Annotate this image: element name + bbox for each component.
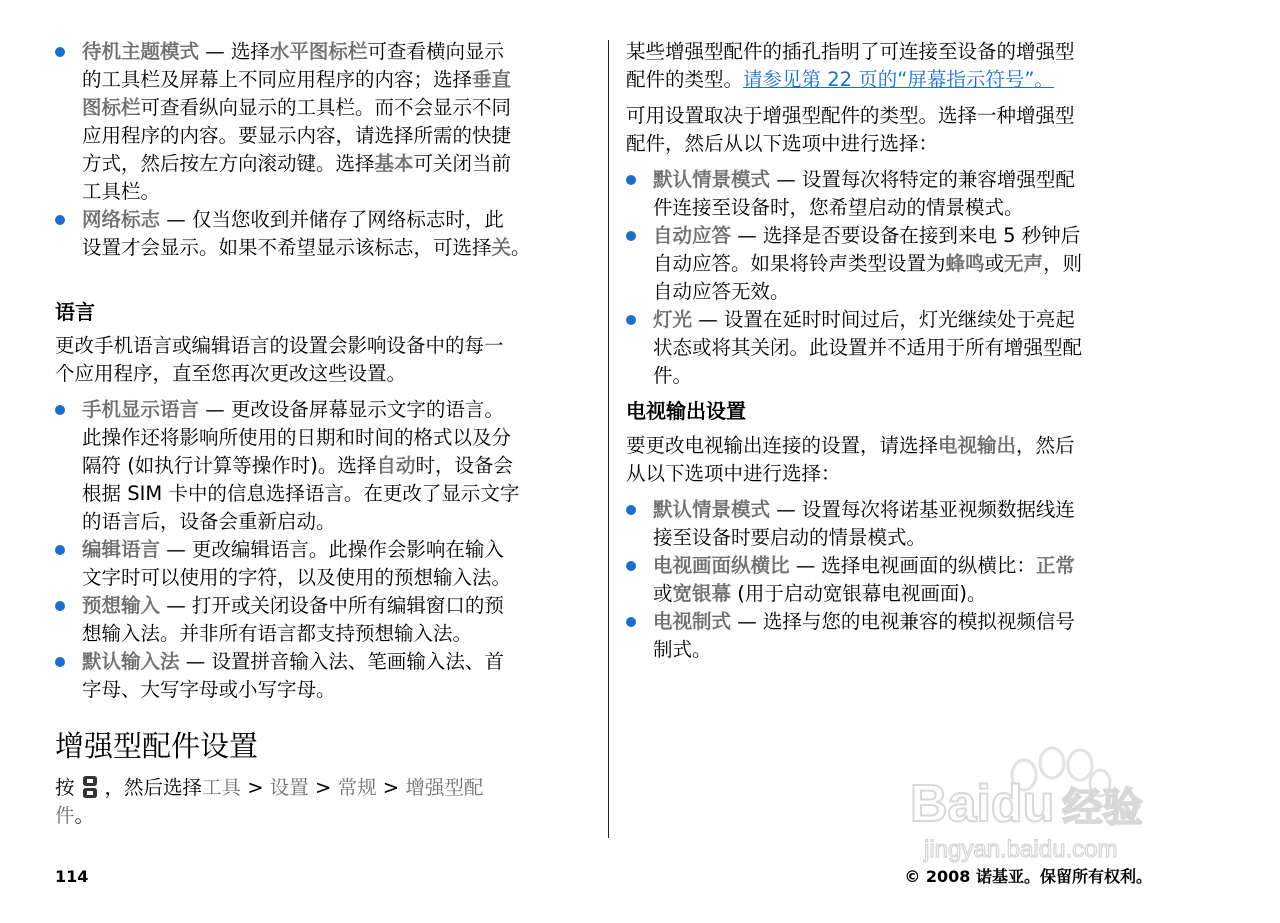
cross-reference-link[interactable]: 请参见第 22 页的“屏幕指示符号”。 (743, 68, 1054, 91)
bullet-dot-icon (626, 315, 636, 325)
watermark-url: jingyan.baidu.com (924, 836, 1118, 863)
bullet-dot-icon (626, 505, 636, 515)
menu-path-settings: 设置 (269, 776, 309, 799)
bullet-dot-icon (626, 175, 636, 185)
section-heading-accessory-settings: 增强型配件设置 (55, 729, 259, 763)
paragraph: 个应用程序，直至您再次更改这些设置。 (55, 362, 407, 385)
section-heading-tv-out: 电视输出设置 (626, 399, 746, 423)
bullet-dot-icon (55, 657, 65, 667)
watermark-brand-c: 经验 (1062, 786, 1143, 830)
bullet-dot-icon (55, 545, 65, 555)
bullet-dot-icon (55, 47, 65, 57)
menu-path-general: 常规 (337, 776, 377, 799)
menu-path-enhancement: 增强型配 (405, 776, 484, 799)
bullet-dot-icon (55, 405, 65, 415)
section-heading-language: 语言 (55, 300, 95, 324)
bullet-dot-icon (626, 617, 636, 627)
menu-path: 按 ，然后选择工具 > 设置 > 常规 > 增强型配 (55, 776, 484, 799)
copyright: © 2008 诺基亚。保留所有权利。 (904, 867, 1152, 886)
watermark-brand-b: du (990, 775, 1055, 833)
bullet-dot-icon (626, 561, 636, 571)
watermark-brand-a: Bai (910, 775, 991, 833)
bullet-dot-icon (55, 601, 65, 611)
term-network-logo: 网络标志 (82, 208, 161, 231)
bullet-dot-icon (626, 231, 636, 241)
baidu-watermark (906, 735, 1206, 865)
menu-key-icon (81, 774, 99, 800)
bullet-dot-icon (55, 215, 65, 225)
paragraph: 某些增强型配件的插孔指明了可连接至设备的增强型 (626, 40, 1075, 63)
paragraph: 更改手机语言或编辑语言的设置会影响设备中的每一 (55, 334, 504, 357)
svg-text:Baidu经验 (910, 775, 1142, 833)
baidu-paw-icon (1012, 748, 1110, 796)
page-number: 114 (55, 867, 89, 886)
column-divider (608, 40, 609, 838)
term-standby-theme: 待机主题模式 (82, 40, 200, 63)
paragraph: 可用设置取决于增强型配件的类型。选择一种增强型 (626, 104, 1075, 127)
menu-path-tools: 工具 (202, 776, 242, 799)
